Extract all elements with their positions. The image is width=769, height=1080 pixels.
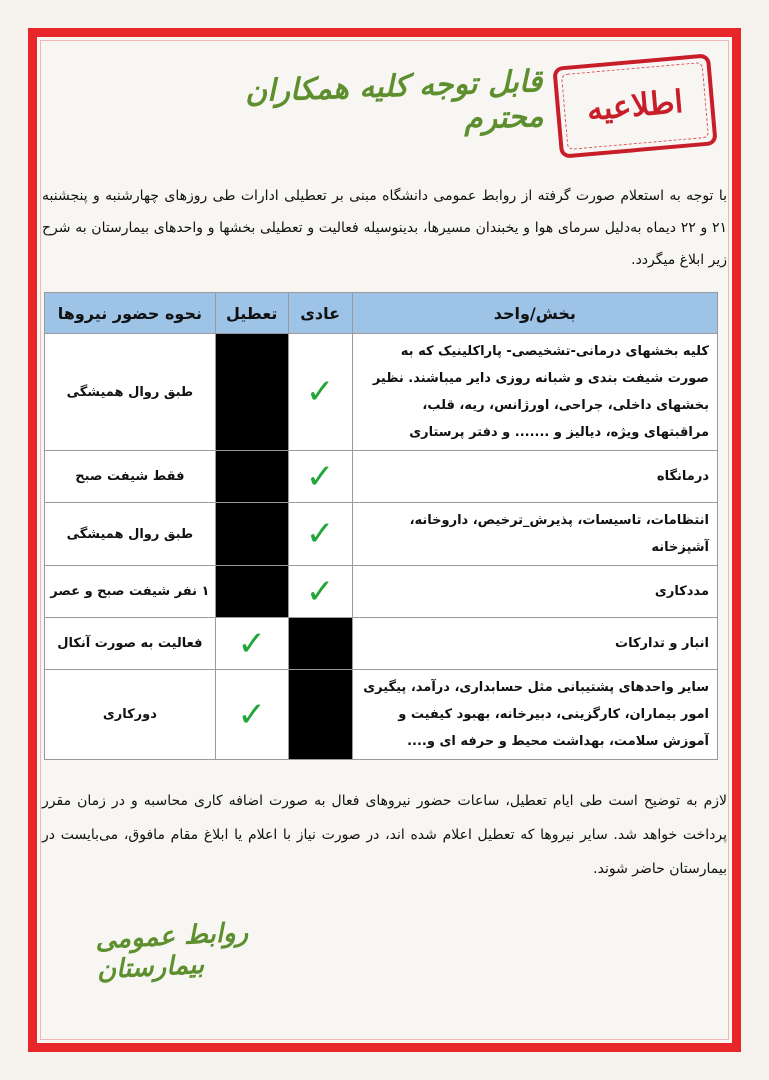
dept-cell: سایر واحدهای پشتیبانی مثل حسابداری، درآمد، پیگیری امور بیماران، کارگزینی، دبیرخانه، بهبود کیفیت و آموزش سلامت، بهداشت محیط و حرفه ای و.... <box>352 670 717 760</box>
closed-cell <box>215 618 288 670</box>
dept-cell: درمانگاه <box>352 451 717 503</box>
closed-cell <box>215 670 288 760</box>
table-row <box>45 503 718 566</box>
stamp-text: اطلاعیه <box>585 83 685 129</box>
table-row <box>45 670 718 760</box>
dept-cell: انبار و تدارکات <box>352 618 717 670</box>
normal-cell <box>288 670 352 760</box>
closed-cell <box>215 503 288 566</box>
normal-cell <box>288 618 352 670</box>
check-icon: ✓ <box>305 456 335 497</box>
signature: روابط عمومی بیمارستان <box>94 917 249 986</box>
attendance-cell: طبق روال همیشگی <box>45 334 216 451</box>
headline: قابل توجه کلیه همکاران محترم <box>244 64 545 137</box>
table-row <box>45 618 718 670</box>
header-dept: بخش/واحد <box>352 293 717 334</box>
normal-cell <box>288 503 352 566</box>
attendance-cell: طبق روال همیشگی <box>45 503 216 566</box>
closed-cell <box>215 566 288 618</box>
attendance-cell: فعالیت به صورت آنکال <box>45 618 216 670</box>
table-row <box>45 334 718 451</box>
header-attendance: نحوه حضور نیروها <box>45 293 216 334</box>
table-row <box>45 566 718 618</box>
closed-cell <box>215 334 288 451</box>
normal-cell <box>288 566 352 618</box>
attendance-cell: دورکاری <box>45 670 216 760</box>
schedule-table <box>44 292 718 760</box>
attendance-cell: ۱ نفر شیفت صبح و عصر <box>45 566 216 618</box>
normal-cell <box>288 451 352 503</box>
check-icon: ✓ <box>305 571 335 612</box>
table-header-row <box>45 293 718 334</box>
notice-stamp <box>552 53 717 158</box>
intro-paragraph: با توجه به استعلام صورت گرفته از روابط عمومی دانشگاه مبنی بر تعطیلی ادارات طی روزهای چهارشنبه و پنجشنبه ۲۱ و ۲۲ دیماه به‌دلیل سرمای هوا و یخبندان مسیرها، بدینوسیله فعالیت و تعطیلی بخشها و واحدهای بیمارستان به شرح زیر ابلاغ میگردد. <box>42 188 727 268</box>
check-icon: ✓ <box>237 623 266 664</box>
dept-cell: انتظامات، تاسیسات، پذیرش_ترخیص، داروخانه، آشپزخانه <box>352 503 717 566</box>
check-icon: ✓ <box>305 372 335 412</box>
table-row <box>45 451 718 503</box>
attendance-cell: فقط شیفت صبح <box>45 451 216 503</box>
normal-cell <box>288 334 352 451</box>
closing-paragraph: لازم به توضیح است طی ایام تعطیل، ساعات حضور نیروهای فعال به صورت اضافه کاری محاسبه و در زمان مقرر پرداخت خواهد شد. سایر نیروها که تعطیل اعلام شده اند، در صورت نیاز با اعلام یا ابلاغ مقام مافوق، می‌بایست در بیمارستان حاضر شوند. <box>42 793 727 877</box>
dept-cell: کلیه بخشهای درمانی-تشخیصی- پاراکلینیک که به صورت شیفت بندی و شبانه روزی دایر میباشند. نظیر بخشهای داخلی، جراحی، اورژانس، ریه، قلب، مراقبتهای ویژه، دیالیز و ....... و دفتر پرستاری <box>352 334 717 451</box>
header-closed: تعطیل <box>215 293 288 334</box>
closed-cell <box>215 451 288 503</box>
header-normal: عادی <box>288 293 352 334</box>
check-icon: ✓ <box>237 694 266 735</box>
check-icon: ✓ <box>305 514 335 554</box>
dept-cell: مددکاری <box>352 566 717 618</box>
